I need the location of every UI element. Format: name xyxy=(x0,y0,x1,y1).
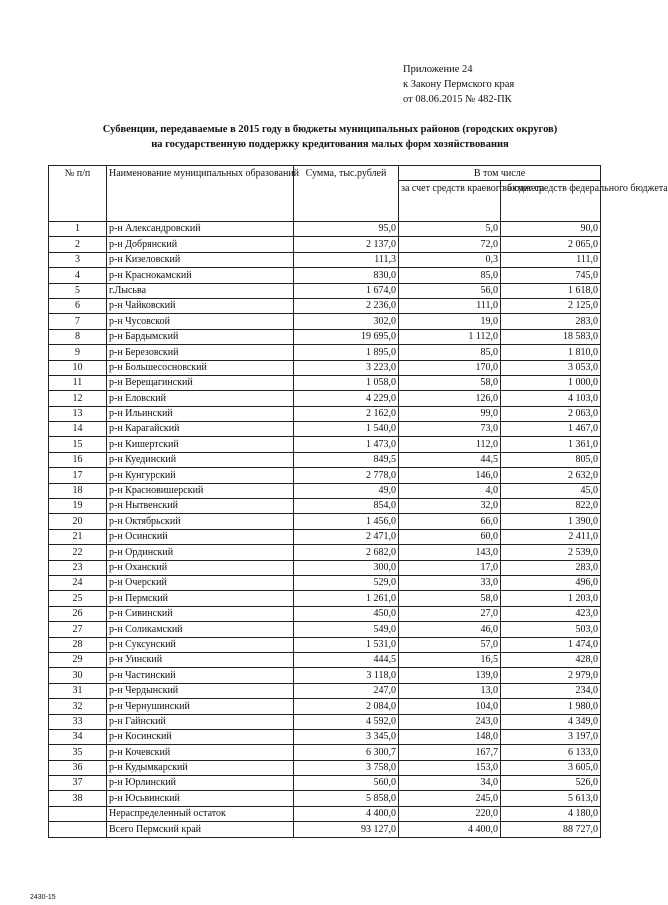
municipality-name-cell: р-н Ординский xyxy=(107,545,294,560)
municipality-name-cell: Нераспределенный остаток xyxy=(107,806,294,821)
federal-budget-cell: 2 065,0 xyxy=(501,237,601,252)
regional-budget-cell: 139,0 xyxy=(399,668,501,683)
federal-budget-cell: 503,0 xyxy=(501,622,601,637)
header-including: В том числе xyxy=(399,166,601,181)
row-number-cell: 35 xyxy=(49,745,107,760)
row-number-cell: 28 xyxy=(49,637,107,652)
row-number-cell: 6 xyxy=(49,298,107,313)
table-body xyxy=(49,222,601,838)
table-row xyxy=(49,529,601,544)
regional-budget-cell: 58,0 xyxy=(399,591,501,606)
table-row xyxy=(49,622,601,637)
sum-cell: 247,0 xyxy=(294,683,399,698)
sum-cell: 1 674,0 xyxy=(294,283,399,298)
row-number-cell: 20 xyxy=(49,514,107,529)
municipality-name-cell: р-н Кизеловский xyxy=(107,252,294,267)
federal-budget-cell: 1 361,0 xyxy=(501,437,601,452)
table-row xyxy=(49,268,601,283)
sum-cell: 2 137,0 xyxy=(294,237,399,252)
federal-budget-cell: 1 980,0 xyxy=(501,699,601,714)
regional-budget-cell: 153,0 xyxy=(399,760,501,775)
regional-budget-cell: 4 400,0 xyxy=(399,822,501,837)
sum-cell: 1 456,0 xyxy=(294,514,399,529)
municipality-name-cell: р-н Октябрьский xyxy=(107,514,294,529)
municipality-name-cell: р-н Ильинский xyxy=(107,406,294,421)
row-number-cell: 33 xyxy=(49,714,107,729)
row-number-cell: 13 xyxy=(49,406,107,421)
table-row xyxy=(49,483,601,498)
federal-budget-cell: 6 133,0 xyxy=(501,745,601,760)
appendix-line-1: Приложение 24 xyxy=(403,64,473,75)
municipality-name-cell: р-н Соликамский xyxy=(107,622,294,637)
table-row xyxy=(49,637,601,652)
municipality-name-cell: р-н Карагайский xyxy=(107,422,294,437)
regional-budget-cell: 5,0 xyxy=(399,222,501,237)
federal-budget-cell: 423,0 xyxy=(501,606,601,621)
regional-budget-cell: 245,0 xyxy=(399,791,501,806)
subvention-table xyxy=(48,165,668,838)
sum-cell: 2 682,0 xyxy=(294,545,399,560)
municipality-name-cell: р-н Кунгурский xyxy=(107,468,294,483)
table-row xyxy=(49,591,601,606)
federal-budget-cell: 1 390,0 xyxy=(501,514,601,529)
row-number-cell: 31 xyxy=(49,683,107,698)
municipality-name-cell: Всего Пермский край xyxy=(107,822,294,837)
regional-budget-cell: 16,5 xyxy=(399,652,501,667)
sum-cell: 111,3 xyxy=(294,252,399,267)
table-row xyxy=(49,406,601,421)
row-number-cell: 24 xyxy=(49,575,107,590)
sum-cell: 1 058,0 xyxy=(294,375,399,390)
federal-budget-cell: 88 727,0 xyxy=(501,822,601,837)
table-row xyxy=(49,606,601,621)
sum-cell: 4 592,0 xyxy=(294,714,399,729)
table-row xyxy=(49,668,601,683)
row-number-cell: 27 xyxy=(49,622,107,637)
federal-budget-cell: 745,0 xyxy=(501,268,601,283)
row-number-cell: 11 xyxy=(49,375,107,390)
regional-budget-cell: 57,0 xyxy=(399,637,501,652)
table-row xyxy=(49,298,601,313)
row-number-cell: 9 xyxy=(49,345,107,360)
row-number-cell: 10 xyxy=(49,360,107,375)
table-row xyxy=(49,222,601,237)
regional-budget-cell: 32,0 xyxy=(399,499,501,514)
table-row xyxy=(49,760,601,775)
table-row xyxy=(49,729,601,744)
sum-cell: 854,0 xyxy=(294,499,399,514)
regional-budget-cell: 66,0 xyxy=(399,514,501,529)
municipality-name-cell: р-н Очерский xyxy=(107,575,294,590)
regional-budget-cell: 60,0 xyxy=(399,529,501,544)
municipality-name-cell: р-н Чердынский xyxy=(107,683,294,698)
sum-cell: 302,0 xyxy=(294,314,399,329)
municipality-name-cell: р-н Нытвенский xyxy=(107,499,294,514)
row-number-cell: 12 xyxy=(49,391,107,406)
table-row xyxy=(49,714,601,729)
row-number-cell: 19 xyxy=(49,499,107,514)
table-row xyxy=(49,699,601,714)
federal-budget-cell: 4 180,0 xyxy=(501,806,601,821)
header-sum: Сумма, тыс.рублей xyxy=(294,166,399,222)
table-row xyxy=(49,252,601,267)
municipality-name-cell: р-н Кишертский xyxy=(107,437,294,452)
table-row xyxy=(49,314,601,329)
table-row xyxy=(49,652,601,667)
sum-cell: 4 400,0 xyxy=(294,806,399,821)
sum-cell: 1 261,0 xyxy=(294,591,399,606)
appendix-line-3: от 08.06.2015 № 482-ПК xyxy=(403,94,512,105)
regional-budget-cell: 46,0 xyxy=(399,622,501,637)
appendix-line-2: к Закону Пермского края xyxy=(403,79,515,90)
row-number-cell: 30 xyxy=(49,668,107,683)
regional-budget-cell: 148,0 xyxy=(399,729,501,744)
regional-budget-cell: 19,0 xyxy=(399,314,501,329)
sum-cell: 849,5 xyxy=(294,452,399,467)
row-number-cell: 17 xyxy=(49,468,107,483)
municipality-name-cell: р-н Чайковский xyxy=(107,298,294,313)
regional-budget-cell: 1 112,0 xyxy=(399,329,501,344)
municipality-name-cell: р-н Добрянский xyxy=(107,237,294,252)
federal-budget-cell: 3 605,0 xyxy=(501,760,601,775)
row-number-cell: 29 xyxy=(49,652,107,667)
municipality-name-cell: р-н Гайнский xyxy=(107,714,294,729)
regional-budget-cell: 167,7 xyxy=(399,745,501,760)
table-row xyxy=(49,776,601,791)
table-row xyxy=(49,806,601,821)
table-row xyxy=(49,468,601,483)
table-row xyxy=(49,514,601,529)
federal-budget-cell: 3 053,0 xyxy=(501,360,601,375)
federal-budget-cell: 805,0 xyxy=(501,452,601,467)
table-row xyxy=(49,560,601,575)
sum-cell: 1 473,0 xyxy=(294,437,399,452)
federal-budget-cell: 2 063,0 xyxy=(501,406,601,421)
sum-cell: 4 229,0 xyxy=(294,391,399,406)
regional-budget-cell: 85,0 xyxy=(399,345,501,360)
municipality-name-cell: р-н Еловский xyxy=(107,391,294,406)
regional-budget-cell: 17,0 xyxy=(399,560,501,575)
municipality-name-cell: р-н Краснокамский xyxy=(107,268,294,283)
sum-cell: 2 236,0 xyxy=(294,298,399,313)
municipality-name-cell: р-н Александровский xyxy=(107,222,294,237)
table-row xyxy=(49,360,601,375)
sum-cell: 3 223,0 xyxy=(294,360,399,375)
sum-cell: 3 758,0 xyxy=(294,760,399,775)
federal-budget-cell: 1 203,0 xyxy=(501,591,601,606)
municipality-name-cell: р-н Юсьвинский xyxy=(107,791,294,806)
regional-budget-cell: 0,3 xyxy=(399,252,501,267)
sum-cell: 1 540,0 xyxy=(294,422,399,437)
header-number: № п/п xyxy=(49,166,107,222)
sum-cell: 6 300,7 xyxy=(294,745,399,760)
sum-cell: 444,5 xyxy=(294,652,399,667)
regional-budget-cell: 33,0 xyxy=(399,575,501,590)
sum-cell: 2 162,0 xyxy=(294,406,399,421)
table-row xyxy=(49,391,601,406)
table-row xyxy=(49,452,601,467)
municipality-name-cell: р-н Осинский xyxy=(107,529,294,544)
title-line-2: на государственную поддержку кредитования малых форм хозяйствования xyxy=(151,139,509,150)
federal-budget-cell: 4 349,0 xyxy=(501,714,601,729)
table-row xyxy=(49,791,601,806)
table-row xyxy=(49,575,601,590)
header-federal: за счет средств федерального бюджета xyxy=(501,181,601,222)
sum-cell: 830,0 xyxy=(294,268,399,283)
municipality-name-cell: р-н Верещагинский xyxy=(107,375,294,390)
federal-budget-cell: 283,0 xyxy=(501,560,601,575)
row-number-cell: 15 xyxy=(49,437,107,452)
federal-budget-cell: 18 583,0 xyxy=(501,329,601,344)
sum-cell: 19 695,0 xyxy=(294,329,399,344)
sum-cell: 1 895,0 xyxy=(294,345,399,360)
regional-budget-cell: 126,0 xyxy=(399,391,501,406)
municipality-name-cell: р-н Пермский xyxy=(107,591,294,606)
row-number-cell: 22 xyxy=(49,545,107,560)
row-number-cell: 21 xyxy=(49,529,107,544)
table-row xyxy=(49,745,601,760)
sum-cell: 3 118,0 xyxy=(294,668,399,683)
federal-budget-cell: 111,0 xyxy=(501,252,601,267)
row-number-cell: 36 xyxy=(49,760,107,775)
regional-budget-cell: 13,0 xyxy=(399,683,501,698)
header-name: Наименование муниципальных образований xyxy=(107,166,294,222)
municipality-name-cell: р-н Чусовской xyxy=(107,314,294,329)
municipality-name-cell: р-н Бардымский xyxy=(107,329,294,344)
row-number-cell: 14 xyxy=(49,422,107,437)
regional-budget-cell: 170,0 xyxy=(399,360,501,375)
sum-cell: 2 471,0 xyxy=(294,529,399,544)
federal-budget-cell: 4 103,0 xyxy=(501,391,601,406)
sum-cell: 2 778,0 xyxy=(294,468,399,483)
row-number-cell: 25 xyxy=(49,591,107,606)
federal-budget-cell: 526,0 xyxy=(501,776,601,791)
row-number-cell: 4 xyxy=(49,268,107,283)
title-line-1: Субвенции, передаваемые в 2015 году в бюджеты муниципальных районов (городских округов) xyxy=(102,124,558,135)
federal-budget-cell: 428,0 xyxy=(501,652,601,667)
appendix-reference xyxy=(403,62,514,107)
municipality-name-cell: р-н Кудымкарский xyxy=(107,760,294,775)
row-number-cell: 1 xyxy=(49,222,107,237)
federal-budget-cell: 1 467,0 xyxy=(501,422,601,437)
row-number-cell: 38 xyxy=(49,791,107,806)
regional-budget-cell: 4,0 xyxy=(399,483,501,498)
table-row xyxy=(49,375,601,390)
federal-budget-cell: 90,0 xyxy=(501,222,601,237)
regional-budget-cell: 73,0 xyxy=(399,422,501,437)
regional-budget-cell: 56,0 xyxy=(399,283,501,298)
sum-cell: 95,0 xyxy=(294,222,399,237)
table-row xyxy=(49,437,601,452)
row-number-cell: 7 xyxy=(49,314,107,329)
table-row xyxy=(49,329,601,344)
regional-budget-cell: 58,0 xyxy=(399,375,501,390)
sum-cell: 1 531,0 xyxy=(294,637,399,652)
sum-cell: 300,0 xyxy=(294,560,399,575)
row-number-cell: 32 xyxy=(49,699,107,714)
federal-budget-cell: 1 474,0 xyxy=(501,637,601,652)
row-number-cell xyxy=(49,806,107,821)
regional-budget-cell: 111,0 xyxy=(399,298,501,313)
row-number-cell: 37 xyxy=(49,776,107,791)
federal-budget-cell: 5 613,0 xyxy=(501,791,601,806)
row-number-cell: 34 xyxy=(49,729,107,744)
table-row xyxy=(49,822,601,837)
row-number-cell: 2 xyxy=(49,237,107,252)
sum-cell: 560,0 xyxy=(294,776,399,791)
regional-budget-cell: 143,0 xyxy=(399,545,501,560)
federal-budget-cell: 234,0 xyxy=(501,683,601,698)
regional-budget-cell: 27,0 xyxy=(399,606,501,621)
row-number-cell xyxy=(49,822,107,837)
sum-cell: 49,0 xyxy=(294,483,399,498)
table-row xyxy=(49,237,601,252)
municipality-name-cell: р-н Косинский xyxy=(107,729,294,744)
regional-budget-cell: 34,0 xyxy=(399,776,501,791)
federal-budget-cell: 496,0 xyxy=(501,575,601,590)
municipality-name-cell: р-н Оханский xyxy=(107,560,294,575)
federal-budget-cell: 3 197,0 xyxy=(501,729,601,744)
regional-budget-cell: 243,0 xyxy=(399,714,501,729)
header-regional: за счет средств краевого бюджета xyxy=(399,181,501,222)
municipality-name-cell: р-н Красновишерский xyxy=(107,483,294,498)
federal-budget-cell: 2 979,0 xyxy=(501,668,601,683)
municipality-name-cell: р-н Сивинский xyxy=(107,606,294,621)
federal-budget-cell: 2 411,0 xyxy=(501,529,601,544)
municipality-name-cell: г.Лысьва xyxy=(107,283,294,298)
federal-budget-cell: 822,0 xyxy=(501,499,601,514)
municipality-name-cell: р-н Кочевский xyxy=(107,745,294,760)
document-title xyxy=(30,122,630,152)
sum-cell: 549,0 xyxy=(294,622,399,637)
federal-budget-cell: 2 632,0 xyxy=(501,468,601,483)
row-number-cell: 5 xyxy=(49,283,107,298)
municipality-name-cell: р-н Большесосновский xyxy=(107,360,294,375)
table-row xyxy=(49,545,601,560)
table-row xyxy=(49,345,601,360)
table-row xyxy=(49,422,601,437)
sum-cell: 5 858,0 xyxy=(294,791,399,806)
municipality-name-cell: р-н Чернушинский xyxy=(107,699,294,714)
row-number-cell: 3 xyxy=(49,252,107,267)
regional-budget-cell: 72,0 xyxy=(399,237,501,252)
sum-cell: 529,0 xyxy=(294,575,399,590)
regional-budget-cell: 146,0 xyxy=(399,468,501,483)
table-row xyxy=(49,683,601,698)
federal-budget-cell: 2 539,0 xyxy=(501,545,601,560)
sum-cell: 2 084,0 xyxy=(294,699,399,714)
regional-budget-cell: 85,0 xyxy=(399,268,501,283)
row-number-cell: 23 xyxy=(49,560,107,575)
row-number-cell: 18 xyxy=(49,483,107,498)
municipality-name-cell: р-н Юрлинский xyxy=(107,776,294,791)
municipality-name-cell: р-н Уинский xyxy=(107,652,294,667)
regional-budget-cell: 104,0 xyxy=(399,699,501,714)
federal-budget-cell: 45,0 xyxy=(501,483,601,498)
municipality-name-cell: р-н Суксунский xyxy=(107,637,294,652)
row-number-cell: 8 xyxy=(49,329,107,344)
row-number-cell: 26 xyxy=(49,606,107,621)
sum-cell: 450,0 xyxy=(294,606,399,621)
table-row xyxy=(49,499,601,514)
federal-budget-cell: 1 618,0 xyxy=(501,283,601,298)
sum-cell: 3 345,0 xyxy=(294,729,399,744)
regional-budget-cell: 44,5 xyxy=(399,452,501,467)
federal-budget-cell: 283,0 xyxy=(501,314,601,329)
regional-budget-cell: 220,0 xyxy=(399,806,501,821)
federal-budget-cell: 1 000,0 xyxy=(501,375,601,390)
row-number-cell: 16 xyxy=(49,452,107,467)
sum-cell: 93 127,0 xyxy=(294,822,399,837)
municipality-name-cell: р-н Куединский xyxy=(107,452,294,467)
table-row xyxy=(49,283,601,298)
municipality-name-cell: р-н Частинский xyxy=(107,668,294,683)
municipality-name-cell: р-н Березовский xyxy=(107,345,294,360)
federal-budget-cell: 2 125,0 xyxy=(501,298,601,313)
regional-budget-cell: 99,0 xyxy=(399,406,501,421)
federal-budget-cell: 1 810,0 xyxy=(501,345,601,360)
regional-budget-cell: 112,0 xyxy=(399,437,501,452)
document-code: 2430-15 xyxy=(30,894,56,901)
